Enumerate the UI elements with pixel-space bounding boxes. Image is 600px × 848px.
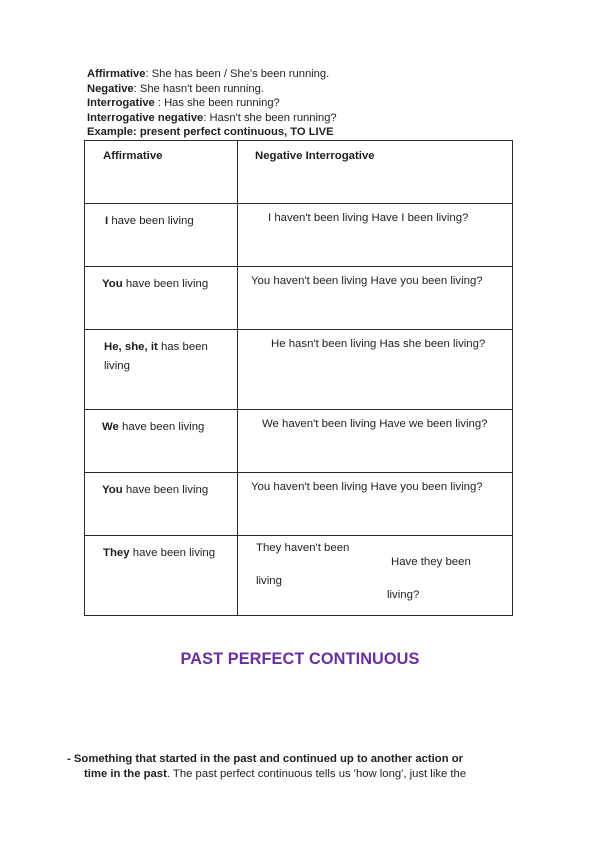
negative-interrogative-form: You haven't been living Have you been living?	[251, 481, 483, 493]
affirmative-text: : She has been / She's been running.	[145, 68, 330, 80]
affirmative-form: have been living	[129, 547, 216, 559]
affirmative-label: Affirmative	[87, 68, 146, 80]
table-header-cell	[238, 141, 513, 204]
table-header-cell	[85, 141, 238, 204]
subject: He, she, it	[104, 341, 158, 353]
subject: You	[102, 484, 123, 496]
interrogative-text: : Has she been running?	[154, 97, 280, 110]
negative-interrogative-form: He hasn't been living Has she been living?	[271, 338, 486, 350]
affirmative-form: have been living	[122, 278, 209, 290]
negative-interrogative-form: You haven't been living Have you been living?	[251, 275, 483, 287]
negative-label: Negative	[87, 82, 134, 95]
table-row	[85, 473, 513, 536]
table-row	[85, 330, 513, 410]
table-header-row	[85, 141, 513, 204]
interrogative-label: Interrogative	[87, 97, 155, 110]
interrogative-negative-line	[87, 111, 337, 126]
paragraph-text: . The past perfect continuous tells us 'how long', just like the	[166, 768, 467, 780]
header-affirmative: Affirmative	[103, 150, 163, 162]
section-title: PAST PERFECT CONTINUOUS	[180, 650, 420, 668]
interrogative-form-part1: Have they been	[391, 556, 471, 568]
intro-block	[87, 67, 337, 140]
interrogative-negative-label: Interrogative negative	[87, 111, 204, 124]
negative-form-part2: living	[256, 575, 282, 587]
conjugation-table	[84, 140, 513, 616]
negative-interrogative-form: We haven't been living Have we been living?	[262, 418, 488, 430]
paragraph-bold-line: - Something that started in the past and continued up to another action or	[67, 753, 464, 765]
table-row	[85, 267, 513, 330]
subject: I	[105, 215, 109, 227]
negative-interrogative-cell	[238, 204, 513, 267]
negative-line	[87, 82, 337, 97]
table-row	[85, 536, 513, 616]
negative-interrogative-cell	[238, 330, 513, 410]
interrogative-line	[87, 96, 337, 111]
affirmative-form: have been living	[108, 215, 194, 227]
explanation-paragraph	[67, 752, 507, 782]
header-negative-interrogative: Negative Interrogative	[255, 150, 375, 162]
negative-text: : She hasn't been running.	[133, 82, 264, 95]
affirmative-form: have been living	[118, 421, 205, 433]
subject: They	[103, 547, 130, 559]
subject: We	[102, 421, 119, 433]
affirmative-cell	[85, 204, 238, 267]
affirmative-cell	[85, 536, 238, 616]
interrogative-form-part2: living?	[387, 589, 420, 601]
example-heading: Example: present perfect continuous, TO LIVE	[87, 126, 334, 139]
affirmative-cell	[85, 473, 238, 536]
negative-interrogative-cell	[238, 536, 513, 616]
affirmative-cell	[85, 410, 238, 473]
paragraph-bold-phrase: time in the past	[84, 768, 167, 780]
negative-interrogative-cell	[238, 410, 513, 473]
subject: You	[102, 278, 123, 290]
interrogative-negative-text: : Hasn't she been running?	[203, 111, 337, 124]
negative-form-part1: They haven't been	[256, 542, 350, 554]
negative-interrogative-cell	[238, 473, 513, 536]
affirmative-cell	[85, 267, 238, 330]
affirmative-cell	[85, 330, 238, 410]
affirmative-line	[87, 67, 337, 82]
table-row	[85, 204, 513, 267]
negative-interrogative-cell	[238, 267, 513, 330]
affirmative-form: has been living	[104, 341, 208, 372]
negative-interrogative-form: I haven't been living Have I been living?	[268, 212, 469, 224]
affirmative-form: have been living	[122, 484, 209, 496]
table-row	[85, 410, 513, 473]
